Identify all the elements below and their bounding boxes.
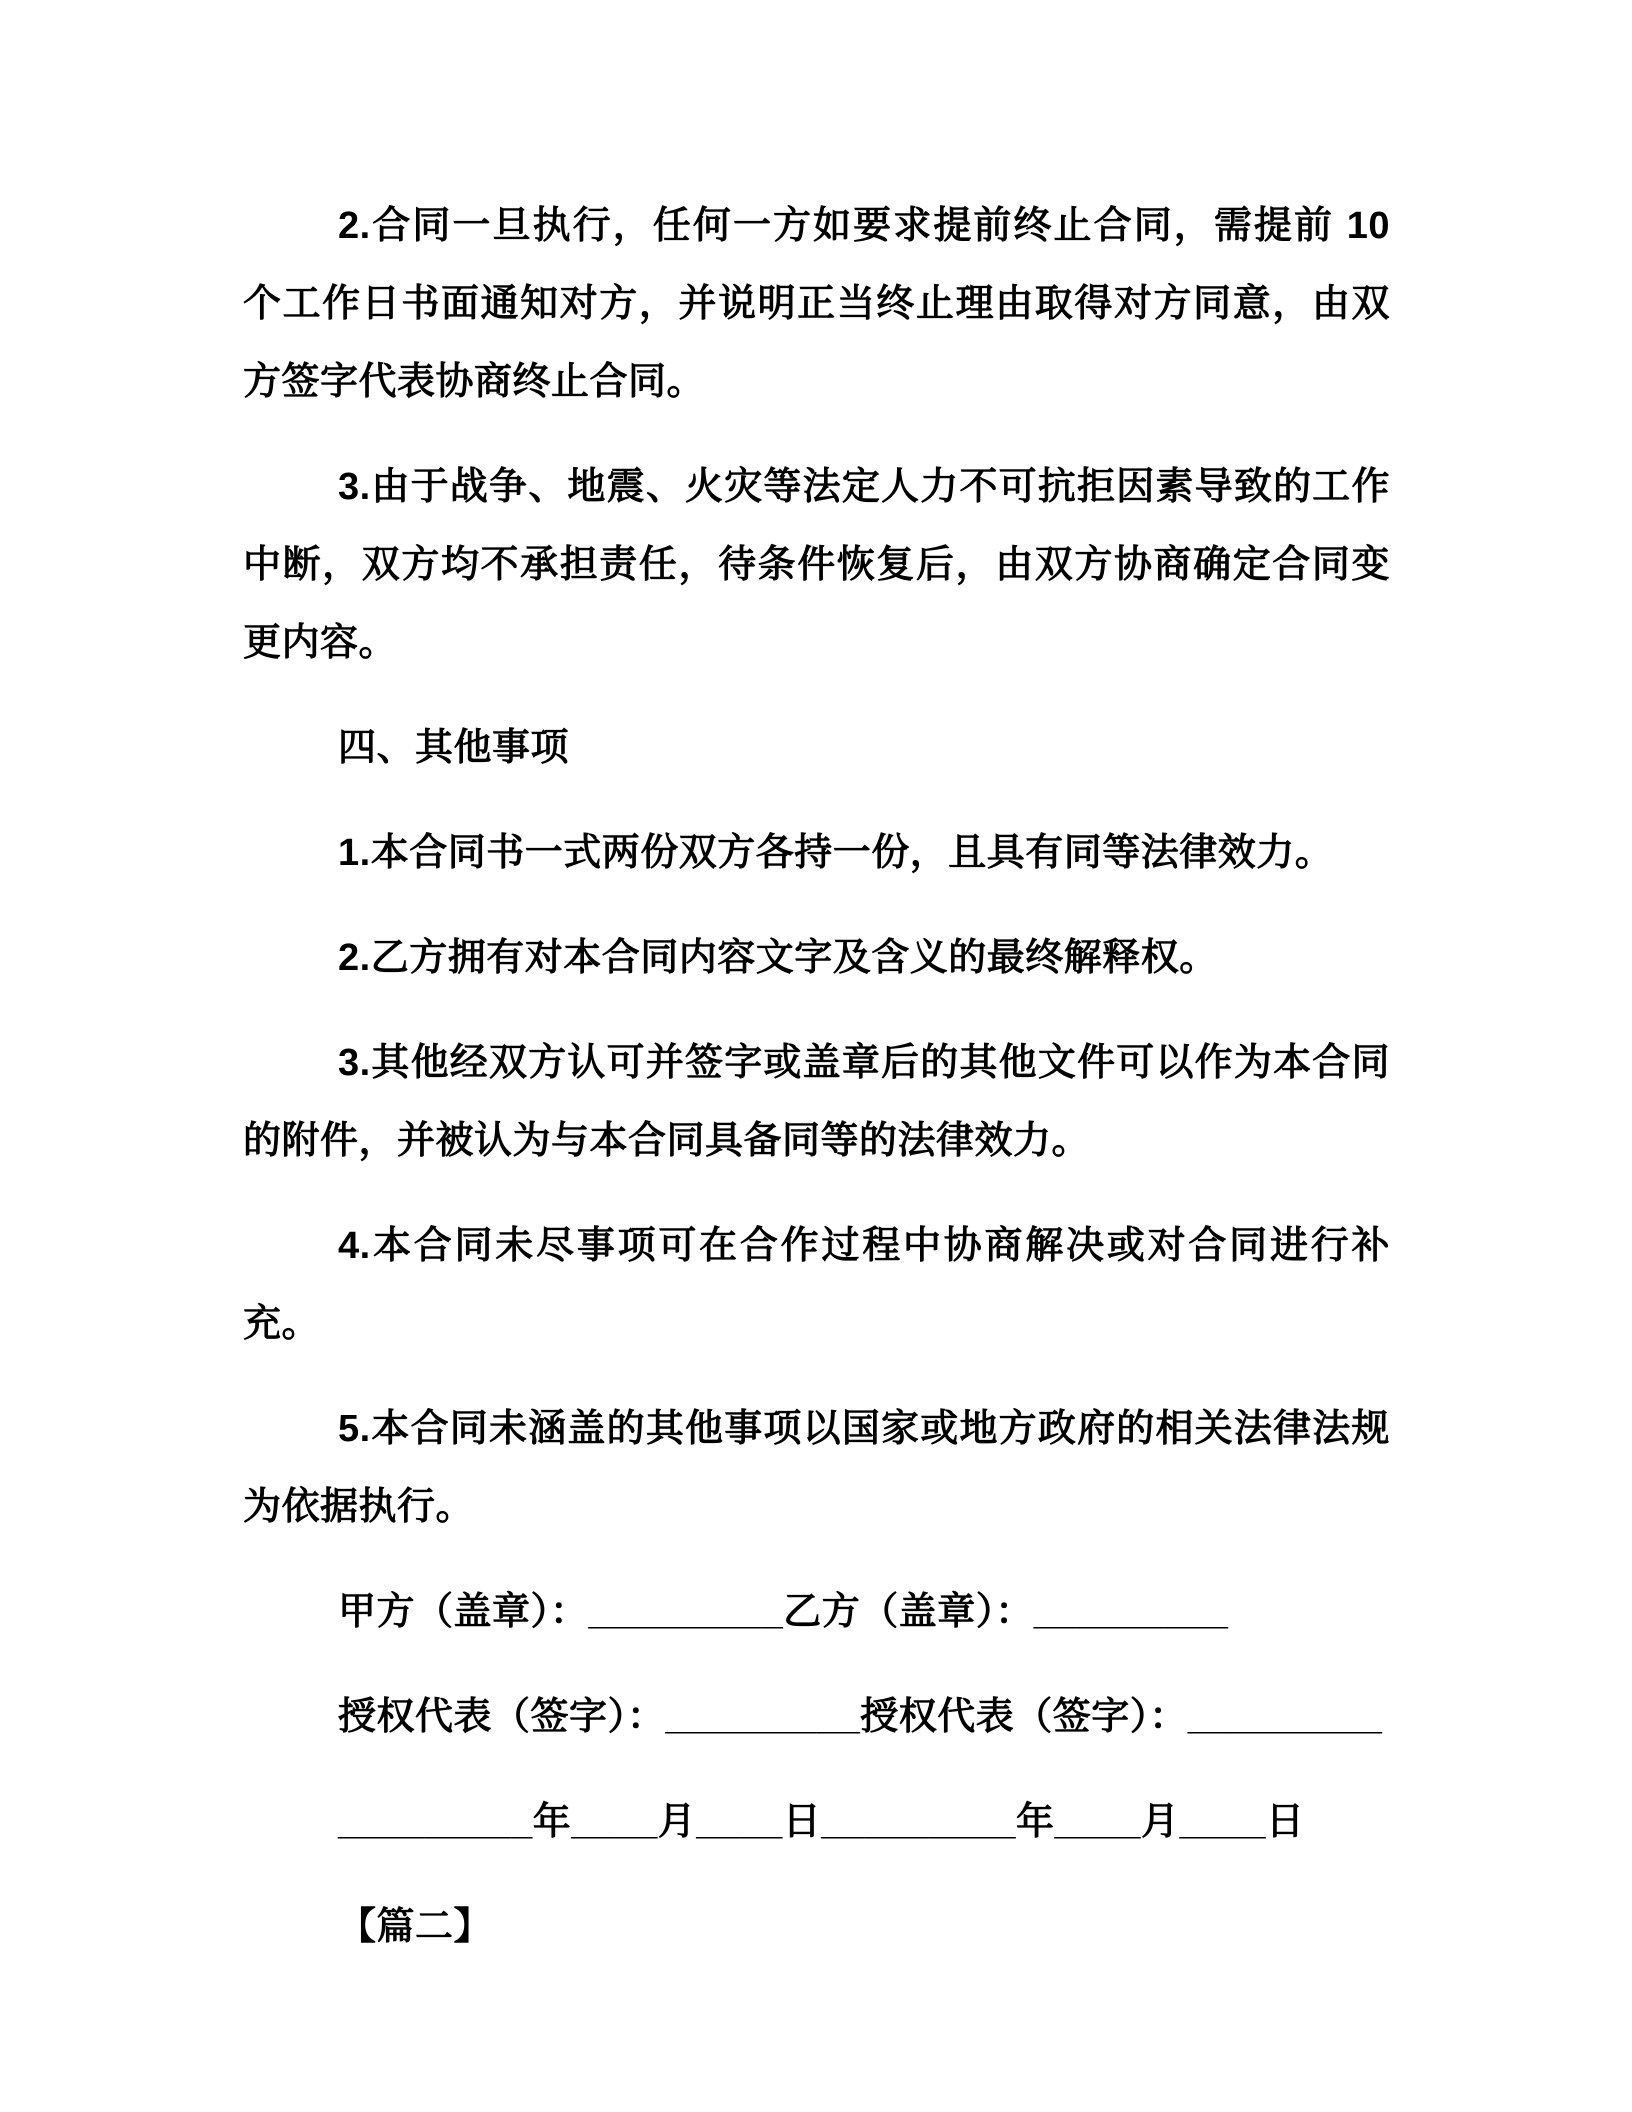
date-line: _________年____月____日_________年____月____日 [338,1801,1305,1843]
part-two-marker: 【篇二】 [338,1906,493,1948]
signature-line-representative: 授权代表（签字）：_________授权代表（签字）：_________ [338,1696,1383,1738]
clause-attachments: 3.其他经双方认可并签字或盖章后的其他文件可以作为本合同的附件，并被认为与本合同具备同等的法律效力。 [243,1042,1390,1162]
section-heading-other-matters: 四、其他事项 [338,727,570,769]
clause-terminate-notice: 2.合同一旦执行，任何一方如要求提前终止合同，需提前 10 个工作日书面通知对方，并说明正当终止理由取得对方同意，由双方签字代表协商终止合同。 [243,205,1390,403]
clause-interpretation-right: 2.乙方拥有对本合同内容文字及含义的最终解释权。 [338,937,1218,979]
clause-duplicate-copies: 1.本合同书一式两份双方各持一份，且具有同等法律效力。 [338,832,1334,874]
signature-line-seal: 甲方（盖章）：_________乙方（盖章）：_________ [338,1591,1229,1633]
clause-supplement: 4.本合同未尽事项可在合作过程中协商解决或对合同进行补充。 [243,1225,1390,1345]
clause-force-majeure: 3.由于战争、地震、火灾等法定人力不可抗拒因素导致的工作中断，双方均不承担责任，待条件恢复后，由双方协商确定合同变更内容。 [243,466,1390,664]
clause-governing-law: 5.本合同未涵盖的其他事项以国家或地方政府的相关法律法规为依据执行。 [243,1408,1390,1528]
